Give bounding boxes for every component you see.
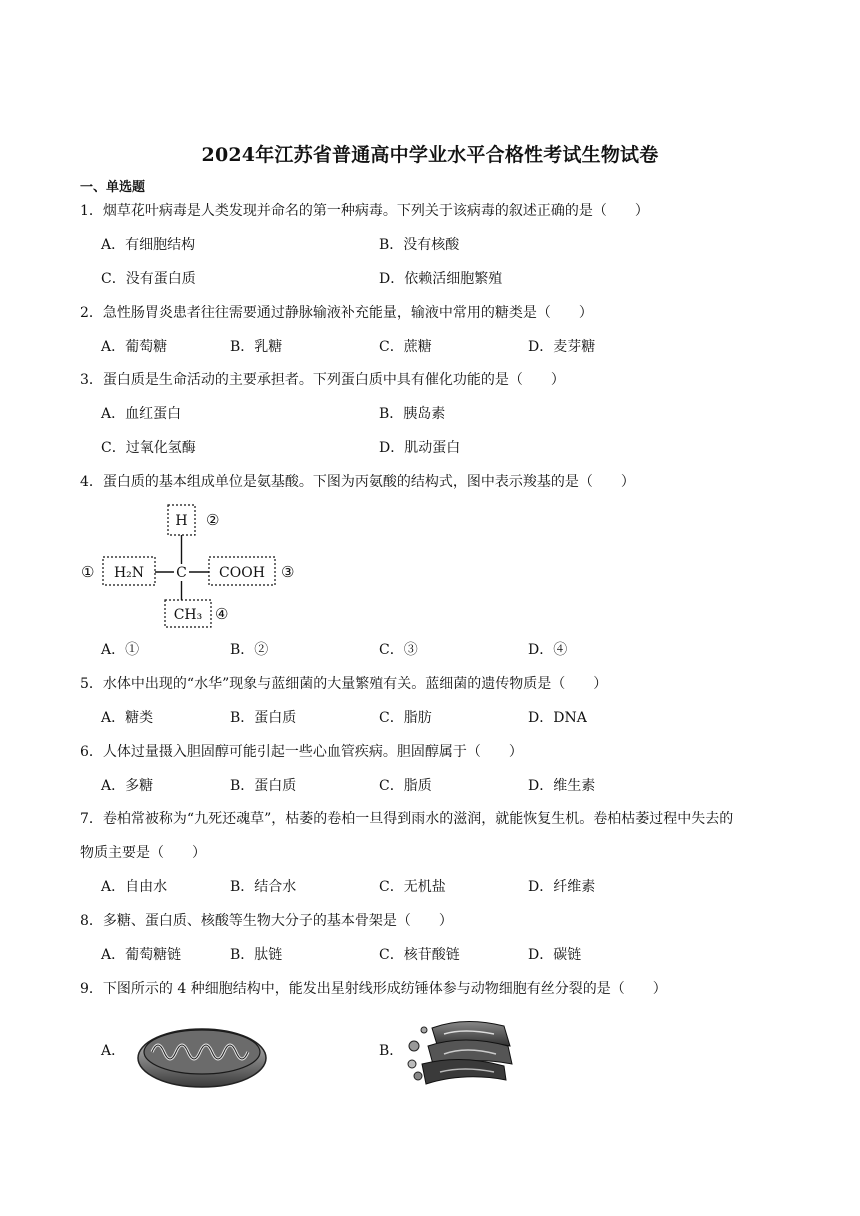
question-4-stem: 4．蛋白质的基本组成单位是氨基酸。下图为丙氨酸的结构式，图中表示羧基的是（ ）	[80, 474, 635, 490]
q4-option-b[interactable]: B．②	[230, 642, 269, 658]
q3-option-c[interactable]: C．过氧化氢酶	[101, 440, 196, 456]
question-7-stem: 7．卷柏常被称为“九死还魂草”，枯萎的卷柏一旦得到雨水的滋润，就能恢复生机。卷柏枯萎过程中失去的	[80, 811, 734, 827]
q8-option-c[interactable]: C．核苷酸链	[379, 947, 460, 963]
alanine-structure-diagram	[78, 500, 318, 630]
q8-option-b[interactable]: B．肽链	[230, 947, 283, 963]
q1-option-d[interactable]: D．依赖活细胞繁殖	[379, 271, 503, 287]
exam-title: 2024年江苏省普通高中学业水平合格性考试生物试卷	[201, 144, 659, 166]
h-group-label: H	[175, 513, 188, 529]
q9-option-a[interactable]: A．	[101, 1043, 126, 1059]
golgi-apparatus-image[interactable]	[404, 1016, 520, 1086]
q2-option-a[interactable]: A．葡萄糖	[101, 339, 168, 355]
q1-option-b[interactable]: B．没有核酸	[379, 237, 460, 253]
q4-option-a[interactable]: A．①	[101, 642, 140, 658]
q8-option-a[interactable]: A．葡萄糖链	[101, 947, 182, 963]
q6-option-c[interactable]: C．脂质	[379, 778, 432, 794]
q8-option-d[interactable]: D．碳链	[528, 947, 582, 963]
section-heading: 一、单选题	[80, 180, 146, 195]
q2-option-c[interactable]: C．蔗糖	[379, 339, 432, 355]
label-2: ②	[206, 511, 220, 529]
q9-option-b[interactable]: B．	[379, 1043, 404, 1059]
q5-option-c[interactable]: C．脂肪	[379, 710, 432, 726]
question-3-stem: 3．蛋白质是生命活动的主要承担者。下列蛋白质中具有催化功能的是（ ）	[80, 372, 565, 388]
q3-option-d[interactable]: D．肌动蛋白	[379, 440, 461, 456]
q7-option-d[interactable]: D．纤维素	[528, 879, 596, 895]
label-4: ④	[215, 605, 229, 623]
carboxyl-group-label: COOH	[219, 565, 265, 581]
amino-group-label: H₂N	[113, 565, 145, 581]
question-1-stem: 1．烟草花叶病毒是人类发现并命名的第一种病毒。下列关于该病毒的叙述正确的是（ ）	[80, 203, 649, 219]
question-9-stem: 9．下图所示的 4 种细胞结构中，能发出星射线形成纺锤体参与动物细胞有丝分裂的是（ ）	[80, 981, 667, 997]
question-8-stem: 8．多糖、蛋白质、核酸等生物大分子的基本骨架是（ ）	[80, 913, 453, 929]
q3-option-b[interactable]: B．胰岛素	[379, 406, 446, 422]
label-1: ①	[81, 563, 95, 581]
q4-option-c[interactable]: C．③	[379, 642, 418, 658]
mitochondrion-image[interactable]	[134, 1022, 270, 1090]
q1-option-c[interactable]: C．没有蛋白质	[101, 271, 196, 287]
q2-option-b[interactable]: B．乳糖	[230, 339, 283, 355]
q7-option-b[interactable]: B．结合水	[230, 879, 297, 895]
q6-option-a[interactable]: A．多糖	[101, 778, 154, 794]
question-2-stem: 2．急性肠胃炎患者往往需要通过静脉输液补充能量，输液中常用的糖类是（ ）	[80, 305, 593, 321]
q6-option-b[interactable]: B．蛋白质	[230, 778, 297, 794]
question-6-stem: 6．人体过量摄入胆固醇可能引起一些心血管疾病。胆固醇属于（ ）	[80, 744, 523, 760]
q5-option-b[interactable]: B．蛋白质	[230, 710, 297, 726]
question-5-stem: 5．水体中出现的“水华”现象与蓝细菌的大量繁殖有关。蓝细菌的遗传物质是（ ）	[80, 676, 608, 692]
q7-option-c[interactable]: C．无机盐	[379, 879, 446, 895]
q1-option-a[interactable]: A．有细胞结构	[101, 237, 196, 253]
label-3: ③	[281, 563, 295, 581]
q2-option-d[interactable]: D．麦芽糖	[528, 339, 596, 355]
alpha-carbon: C	[176, 565, 187, 581]
q6-option-d[interactable]: D．维生素	[528, 778, 596, 794]
q5-option-a[interactable]: A．糖类	[101, 710, 154, 726]
methyl-group-label: CH₃	[173, 607, 203, 623]
q7-option-a[interactable]: A．自由水	[101, 879, 168, 895]
q3-option-a[interactable]: A．血红蛋白	[101, 406, 182, 422]
question-7-stem-continued: 物质主要是（ ）	[80, 845, 206, 861]
q4-option-d[interactable]: D．④	[528, 642, 568, 658]
q5-option-d[interactable]: D．DNA	[528, 710, 587, 726]
